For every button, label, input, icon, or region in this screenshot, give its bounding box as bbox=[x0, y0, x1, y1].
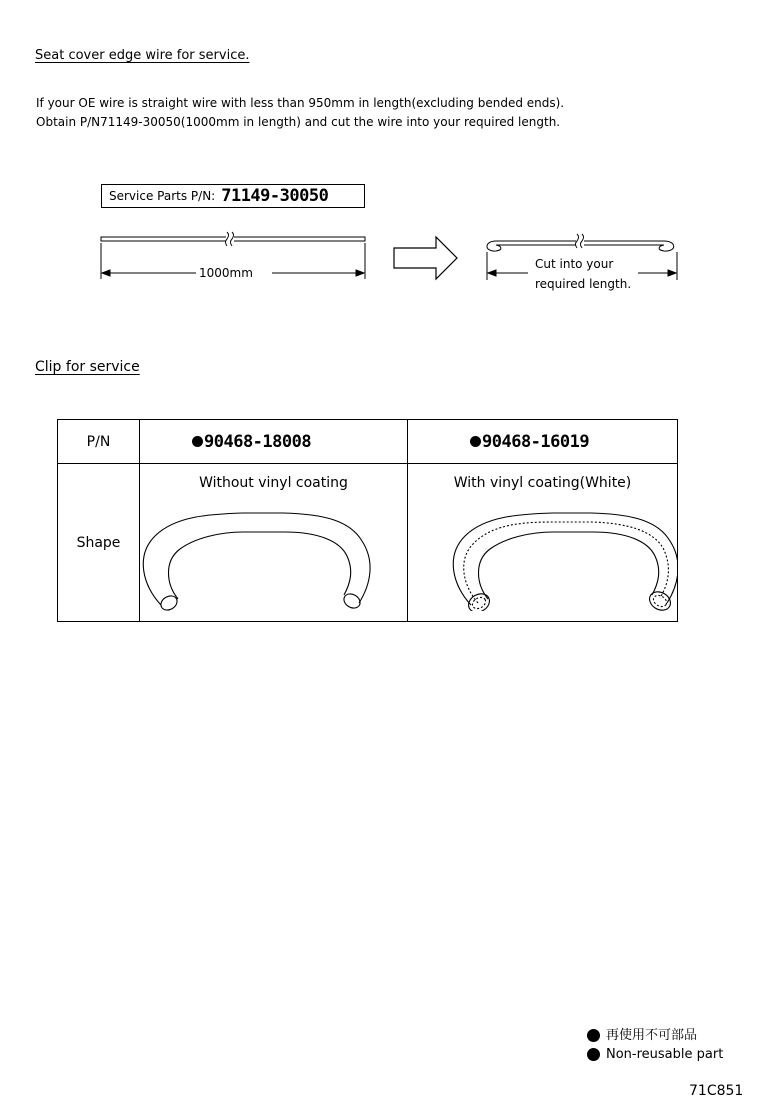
shape-cell-1 bbox=[140, 464, 408, 622]
service-part-number: 71149-30050 bbox=[221, 186, 329, 206]
intro-line-1: If your OE wire is straight wire with less than 950mm in length(excluding bended ends). bbox=[36, 96, 565, 110]
clip-table bbox=[57, 419, 678, 622]
shape-caption-1: Without vinyl coating bbox=[199, 475, 348, 491]
shape-header: Shape bbox=[58, 464, 140, 622]
pn-number-2: 90468-16019 bbox=[482, 431, 590, 452]
clip-uncoated-icon bbox=[140, 491, 407, 611]
intro-line-2: Obtain P/N71149-30050(1000mm in length) and cut the wire into your required length. bbox=[36, 115, 561, 129]
wire-diagram bbox=[0, 0, 760, 320]
legend-text-en: Non-reusable part bbox=[606, 1047, 724, 1062]
shape-row bbox=[58, 464, 678, 622]
clip-section-heading: Clip for service bbox=[35, 359, 140, 375]
shape-cell-2 bbox=[408, 464, 678, 622]
bent-wire bbox=[487, 234, 674, 251]
shape-caption-2: With vinyl coating(White) bbox=[453, 475, 632, 491]
non-reusable-dot-icon bbox=[192, 436, 203, 447]
pn-value-1 bbox=[192, 432, 311, 452]
pn-header: P/N bbox=[58, 420, 140, 464]
figure-code: 71C851 bbox=[689, 1083, 744, 1099]
cut-label-line-2: required length. bbox=[535, 277, 632, 291]
legend-text-jp: 再使用不可部品 bbox=[606, 1028, 698, 1043]
legend bbox=[587, 1026, 723, 1064]
pn-cell-2 bbox=[408, 420, 678, 464]
straight-wire bbox=[101, 232, 365, 246]
non-reusable-dot-icon bbox=[587, 1048, 600, 1061]
length-label: 1000mm bbox=[199, 266, 253, 280]
clip-vinyl-coated-icon bbox=[408, 491, 677, 611]
legend-row-en bbox=[587, 1045, 723, 1064]
pn-row bbox=[58, 420, 678, 464]
cut-label-line-1: Cut into your bbox=[535, 257, 614, 271]
non-reusable-dot-icon bbox=[587, 1029, 600, 1042]
non-reusable-dot-icon bbox=[470, 436, 481, 447]
wire-section-heading: Seat cover edge wire for service. bbox=[35, 48, 250, 63]
service-part-label: Service Parts P/N: bbox=[109, 189, 216, 203]
pn-value-2 bbox=[470, 432, 589, 452]
pn-number-1: 90468-18008 bbox=[204, 431, 312, 452]
legend-row-jp bbox=[587, 1026, 723, 1045]
pn-cell-1 bbox=[140, 420, 408, 464]
arrow-right-icon bbox=[394, 237, 457, 279]
